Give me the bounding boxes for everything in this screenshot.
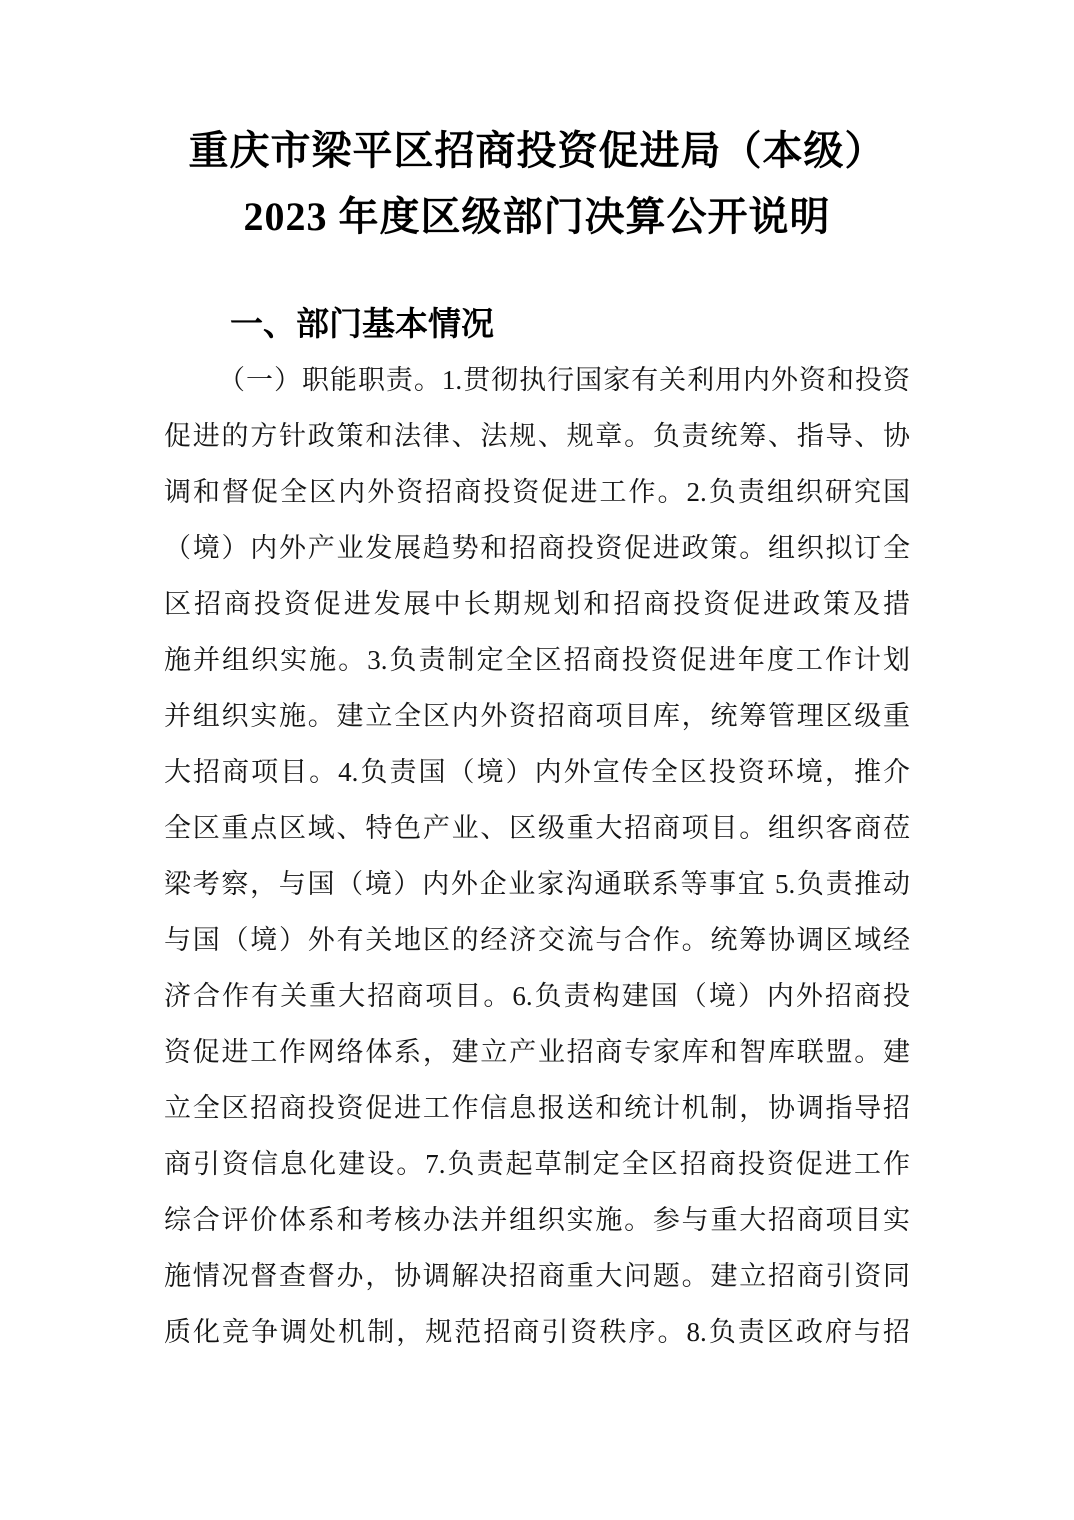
document-title-line-1: 重庆市梁平区招商投资促进局（本级） — [188, 128, 886, 173]
section-heading-basic-info: 一、部门基本情况 — [230, 305, 494, 342]
body-line: 调和督促全区内外资招商投资促进工作。2.负责组织研究国 — [164, 477, 910, 507]
body-line: 质化竞争调处机制，规范招商引资秩序。8.负责区政府与招 — [164, 1317, 910, 1347]
body-line: 济合作有关重大招商项目。6.负责构建国（境）内外招商投 — [164, 981, 910, 1011]
body-line: 与国（境）外有关地区的经济交流与合作。统筹协调区域经 — [164, 925, 910, 955]
body-line: 商引资信息化建设。7.负责起草制定全区招商投资促进工作 — [164, 1149, 910, 1179]
body-line: 施并组织实施。3.负责制定全区招商投资促进年度工作计划 — [164, 645, 910, 675]
body-line: （境）内外产业发展趋势和招商投资促进政策。组织拟订全 — [164, 533, 910, 563]
body-line: 大招商项目。4.负责国（境）内外宣传全区投资环境，推介 — [164, 757, 910, 787]
body-line: 促进的方针政策和法律、法规、规章。负责统筹、指导、协 — [164, 421, 910, 451]
body-line: （一）职能职责。1.贯彻执行国家有关利用内外资和投资 — [218, 365, 910, 395]
body-line: 综合评价体系和考核办法并组织实施。参与重大招商项目实 — [164, 1205, 910, 1235]
body-line: 立全区招商投资促进工作信息报送和统计机制，协调指导招 — [164, 1093, 910, 1123]
body-line: 资促进工作网络体系，建立产业招商专家库和智库联盟。建 — [164, 1037, 910, 1067]
body-line: 梁考察，与国（境）内外企业家沟通联系等事宜 5.负责推动 — [164, 869, 910, 899]
document-title-line-2: 2023 年度区级部门决算公开说明 — [243, 194, 831, 239]
body-line: 并组织实施。建立全区内外资招商项目库，统筹管理区级重 — [164, 701, 910, 731]
body-line: 全区重点区域、特色产业、区级重大招商项目。组织客商莅 — [164, 813, 910, 843]
body-line: 施情况督查督办，协调解决招商重大问题。建立招商引资同 — [164, 1261, 910, 1291]
paragraph-duties — [164, 352, 910, 1360]
body-line: 区招商投资促进发展中长期规划和招商投资促进政策及措 — [164, 589, 910, 619]
